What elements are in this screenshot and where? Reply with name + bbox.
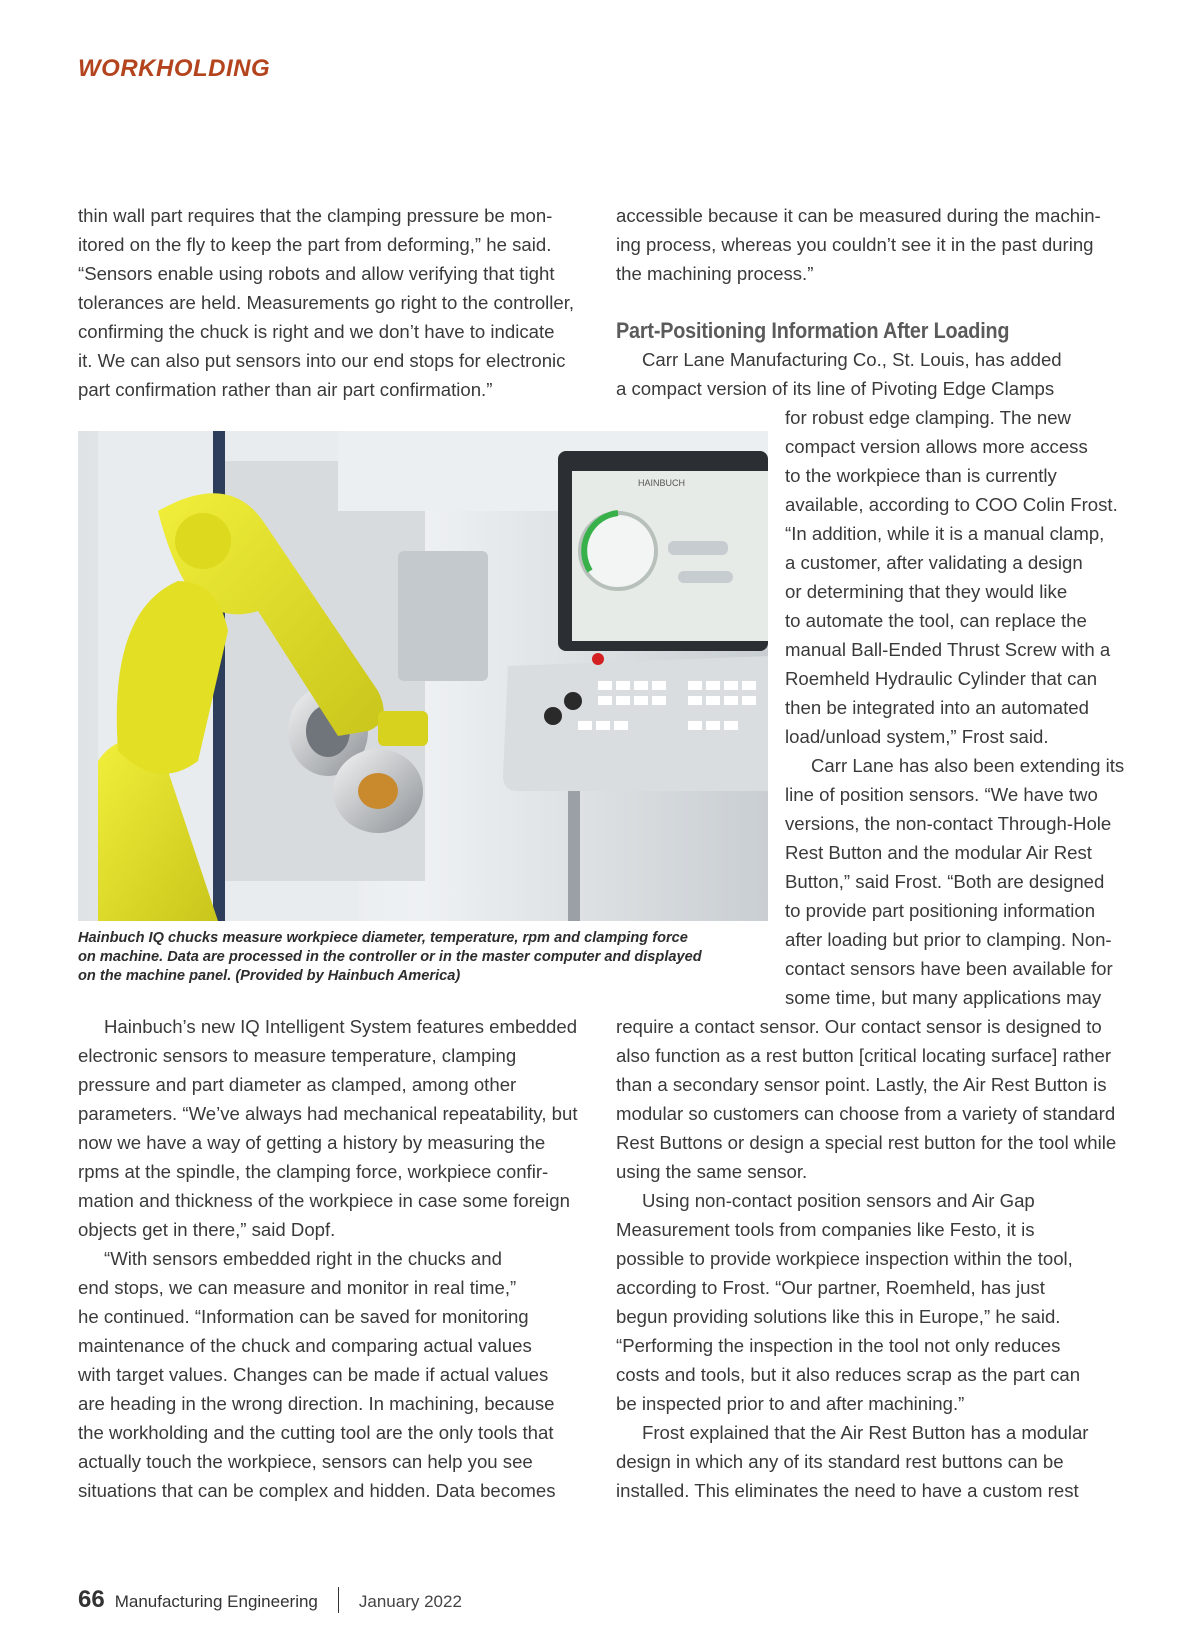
text-line: “Performing the inspection in the tool not only reduces <box>616 1335 1061 1356</box>
text-line: situations that can be complex and hidden. Data becomes <box>78 1480 556 1501</box>
text-line: using the same sensor. <box>616 1161 808 1182</box>
left-top-paragraph <box>78 201 574 404</box>
right-para1-full <box>616 345 1062 403</box>
section-label: WORKHOLDING <box>78 55 271 82</box>
text-line: possible to provide workpiece inspection within the tool, <box>616 1248 1073 1269</box>
text-line: actually touch the workpiece, sensors can help you see <box>78 1451 533 1472</box>
text-line: tolerances are held. Measurements go right to the controller, <box>78 292 575 313</box>
text-line: than a secondary sensor point. Lastly, the Air Rest Button is <box>616 1074 1107 1095</box>
text-line: electronic sensors to measure temperature, clamping <box>78 1045 517 1066</box>
text-line: Hainbuch’s new IQ Intelligent System features embedded <box>104 1016 578 1037</box>
right-para2-narrow <box>785 751 1124 1012</box>
section-heading: Part-Positioning Information After Loading <box>616 318 1010 343</box>
text-line: Using non-contact position sensors and Air Gap <box>642 1190 1035 1211</box>
figure-photo <box>78 431 768 921</box>
right-top-paragraph <box>616 201 1101 288</box>
text-line: load/unload system,” Frost said. <box>785 726 1049 747</box>
text-line: thin wall part requires that the clamping pressure be mon- <box>78 205 553 226</box>
text-line: confirming the chuck is right and we don’t have to indicate <box>78 321 555 342</box>
text-line: Rest Button and the modular Air Rest <box>785 842 1092 863</box>
page-number: 66 <box>78 1586 105 1613</box>
text-line: to the workpiece than is currently <box>785 465 1057 486</box>
text-line: mation and thickness of the workpiece in case some foreign <box>78 1190 570 1211</box>
text-line: Roemheld Hydraulic Cylinder that can <box>785 668 1098 689</box>
text-line: then be integrated into an automated <box>785 697 1089 718</box>
text-line: ing process, whereas you couldn’t see it in the past during <box>616 234 1094 255</box>
text-line: some time, but many applications may <box>785 987 1102 1008</box>
text-line: it. We can also put sensors into our end stops for electronic <box>78 350 566 371</box>
text-line: compact version allows more access <box>785 436 1088 457</box>
text-line: maintenance of the chuck and comparing actual values <box>78 1335 532 1356</box>
text-line: for robust edge clamping. The new <box>785 407 1071 428</box>
text-line: he continued. “Information can be saved for monitoring <box>78 1306 529 1327</box>
text-line: Carr Lane has also been extending its <box>811 755 1125 776</box>
text-line: accessible because it can be measured during the machin- <box>616 205 1101 226</box>
right-para2-full <box>616 1012 1116 1186</box>
text-line: end stops, we can measure and monitor in real time,” <box>78 1277 517 1298</box>
text-line: after loading but prior to clamping. Non- <box>785 929 1112 950</box>
text-line: parameters. “We’ve always had mechanical repeatability, but <box>78 1103 578 1124</box>
text-line: rpms at the spindle, the clamping force, workpiece confir- <box>78 1161 549 1182</box>
text-line: contact sensors have been available for <box>785 958 1113 979</box>
text-line: “With sensors embedded right in the chucks and <box>104 1248 502 1269</box>
issue-date: January 2022 <box>358 1592 462 1611</box>
text-line: Rest Buttons or design a special rest button for the tool while <box>616 1132 1117 1153</box>
text-line: according to Frost. “Our partner, Roemheld, has just <box>616 1277 1045 1298</box>
text-line: a customer, after validating a design <box>785 552 1083 573</box>
text-line: part confirmation rather than air part confirmation.” <box>78 379 493 400</box>
text-line: on machine. Data are processed in the controller or in the master computer and displayed <box>78 949 702 965</box>
text-line: line of position sensors. “We have two <box>785 784 1098 805</box>
text-line: modular so customers can choose from a variety of standard <box>616 1103 1116 1124</box>
robot-machine-illustration <box>78 431 768 921</box>
text-line: with target values. Changes can be made if actual values <box>78 1364 549 1385</box>
text-line: Button,” said Frost. “Both are designed <box>785 871 1105 892</box>
text-line: are heading in the wrong direction. In machining, because <box>78 1393 555 1414</box>
text-line: the machining process.” <box>616 263 814 284</box>
text-line: pressure and part diameter as clamped, among other <box>78 1074 517 1095</box>
text-line: available, according to COO Colin Frost. <box>785 494 1118 515</box>
text-line: the workholding and the cutting tool are the only tools that <box>78 1422 554 1443</box>
left-bottom-para2 <box>78 1244 556 1505</box>
text-line: “Sensors enable using robots and allow verifying that tight <box>78 263 555 284</box>
right-para3 <box>616 1186 1080 1418</box>
text-line: also function as a rest button [critical locating surface] rather <box>616 1045 1112 1066</box>
text-line: be inspected prior to and after machining.” <box>616 1393 965 1414</box>
text-line: itored on the fly to keep the part from deforming,” he said. <box>78 234 552 255</box>
text-line: a compact version of its line of Pivoting Edge Clamps <box>616 378 1055 399</box>
text-line: “In addition, while it is a manual clamp, <box>785 523 1105 544</box>
page-footer <box>78 1586 462 1614</box>
footer-divider <box>338 1587 339 1613</box>
text-line: to provide part positioning information <box>785 900 1096 921</box>
text-line: manual Ball-Ended Thrust Screw with a <box>785 639 1111 660</box>
text-line: on the machine panel. (Provided by Hainbuch America) <box>78 968 461 984</box>
screen-brand: HAINBUCH <box>638 478 686 488</box>
left-bottom-para1 <box>78 1012 578 1244</box>
text-line: Measurement tools from companies like Festo, it is <box>616 1219 1035 1240</box>
text-line: costs and tools, but it also reduces scrap as the part can <box>616 1364 1081 1385</box>
text-line: to automate the tool, can replace the <box>785 610 1087 631</box>
figure-caption <box>78 929 778 986</box>
text-line: Hainbuch IQ chucks measure workpiece diameter, temperature, rpm and clamping force <box>78 930 688 946</box>
publication-name: Manufacturing Engineering <box>114 1592 318 1611</box>
text-line: or determining that they would like <box>785 581 1068 602</box>
text-line: versions, the non-contact Through-Hole <box>785 813 1112 834</box>
text-line: installed. This eliminates the need to have a custom rest <box>616 1480 1079 1501</box>
text-line: design in which any of its standard rest buttons can be <box>616 1451 1064 1472</box>
text-line: begun providing solutions like this in Europe,” he said. <box>616 1306 1061 1327</box>
right-para4 <box>616 1418 1089 1505</box>
right-para1-narrow <box>785 403 1118 751</box>
text-line: objects get in there,” said Dopf. <box>78 1219 336 1240</box>
text-line: Frost explained that the Air Rest Button has a modular <box>642 1422 1089 1443</box>
text-line: require a contact sensor. Our contact sensor is designed to <box>616 1016 1102 1037</box>
text-line: Carr Lane Manufacturing Co., St. Louis, has added <box>642 349 1062 370</box>
text-line: now we have a way of getting a history by measuring the <box>78 1132 546 1153</box>
